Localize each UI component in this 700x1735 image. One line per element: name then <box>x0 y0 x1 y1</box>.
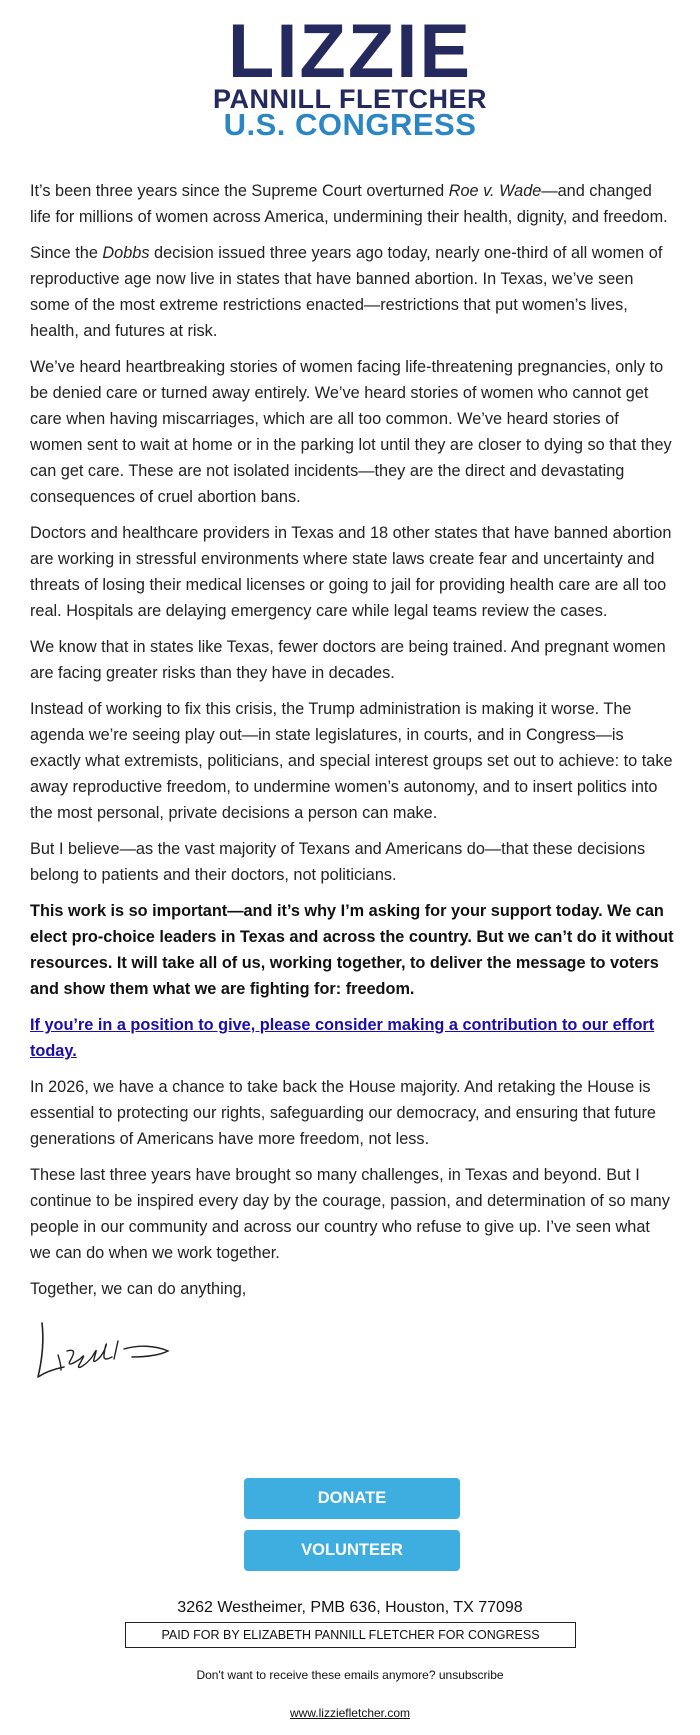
paragraph-5: We know that in states like Texas, fewer doctors are being trained. And pregnant women are facing greater risks than they have in decades. <box>30 638 666 682</box>
case-name-roe: Roe v. Wade <box>448 182 542 200</box>
website-footer <box>0 1705 700 1721</box>
case-name-dobbs: Dobbs <box>102 244 150 262</box>
signature-image <box>34 1315 174 1385</box>
paragraph-3: We’ve heard heartbreaking stories of women facing life-threatening pregnancies, only to be denied care or turned away entirely. We’ve heard stories of women who cannot get care when having miscarriages, which are all too common. We’ve heard stories of women sent to wait at home or in the parking lot until they are closer to dying so that they can get care. These are not isolated incidents—they are the direct and devastating consequences of cruel abortion bans. <box>30 358 672 506</box>
unsubscribe-text[interactable]: Don't want to receive these emails anymore? unsubscribe <box>196 1668 504 1682</box>
paid-for-disclaimer: PAID FOR BY ELIZABETH PANNILL FLETCHER FOR CONGRESS <box>125 1622 576 1648</box>
paragraph-1: It’s been three years since the Supreme Court overturned Roe v. Wade—and changed life for millions of women across America, undermining their health, dignity, and freedom. <box>30 182 668 226</box>
mailing-address: 3262 Westheimer, PMB 636, Houston, TX 77098 <box>177 1599 523 1616</box>
paragraph-11: These last three years have brought so many challenges, in Texas and beyond. But I continue to be inspired every day by the courage, passion, and determination of so many people in our community and across our country who refuse to give up. I’ve seen what we can do when we work together. <box>30 1166 670 1262</box>
paragraph-7: But I believe—as the vast majority of Texans and Americans do—that these decisions belong to patients and their doctors, not politicians. <box>30 840 646 884</box>
closing-line: Together, we can do anything, <box>30 1280 247 1298</box>
donate-button[interactable]: DONATE <box>244 1478 460 1519</box>
paragraph-6: Instead of working to fix this crisis, the Trump administration is making it worse. The agenda we’re seeing play out—in state legislatures, in courts, and in Congress—is exactly what extremists, politicians, and special interest groups set out to achieve: to take away reproductive freedom, to undermine women’s autonomy, and to insert politics into the most personal, private decisions a person can make. <box>30 700 673 822</box>
paragraph-2: Since the Dobbs decision issued three years ago today, nearly one-third of all women of reproductive age now live in states that have banned abortion. In Texas, we’ve seen some of the most extreme restrictions enacted—restrictions that put women’s lives, health, and futures at risk. <box>30 244 663 340</box>
letter-body <box>30 178 674 1312</box>
website-link[interactable]: www.lizziefletcher.com <box>289 1706 411 1720</box>
paragraph-4: Doctors and healthcare providers in Texas and 18 other states that have banned abortion are working in stressful environments where state laws create fear and uncertainty and threats of losing their medical licenses or going to jail for providing health care are all too real. Hospitals are delaying emergency care while legal teams review the cases. <box>30 524 672 620</box>
contribute-link[interactable]: If you’re in a position to give, please consider making a contribution to our effort today. <box>30 1016 655 1060</box>
logo-surname: PANNILL FLETCHER <box>213 84 487 114</box>
logo-name: LIZZIE <box>227 9 473 94</box>
paragraph-10: In 2026, we have a chance to take back the House majority. And retaking the House is essential to protecting our rights, safeguarding our democracy, and ensuring that future generations of Americans have more freedom, not less. <box>30 1078 656 1148</box>
volunteer-button[interactable]: VOLUNTEER <box>244 1530 460 1571</box>
logo-office: U.S. CONGRESS <box>223 107 477 142</box>
paragraph-appeal: This work is so important—and it’s why I’m asking for your support today. We can elect pro-choice leaders in Texas and across the country. But we can’t do it without resources. It will take all of us, working together, to deliver the message to voters and show them what we are fighting for: freedom. <box>30 902 674 998</box>
paragraph-contribute <box>30 1012 674 1064</box>
